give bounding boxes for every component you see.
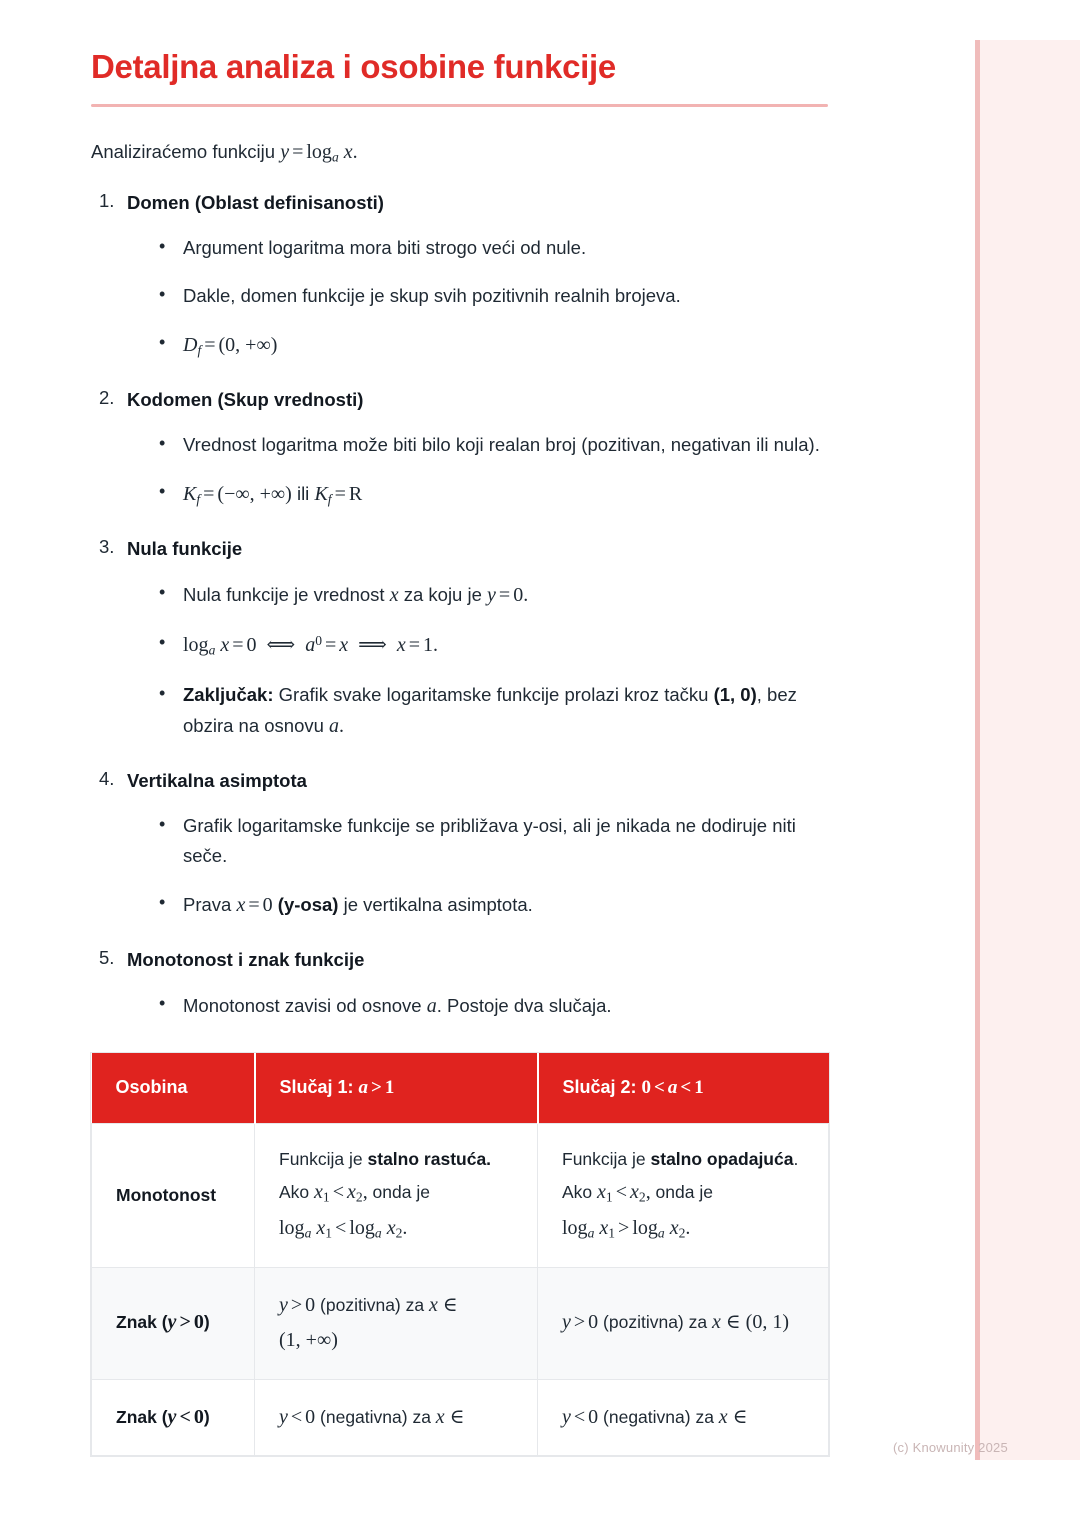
cell-monotonost-case2: Funkcija je stalno opadajuća. Ako $x_1 < x_2$, onda je $\log_a x_1 > \log_a x_2$. [538,1124,829,1267]
row-header-formula: y < 0 [167,1405,204,1428]
section-title: Domen (Oblast definisanosti) [127,191,384,213]
table-body [92,1124,829,1456]
list-item [157,629,831,661]
row-header-formula: y > 0 [167,1311,204,1334]
list-item: • Prava x = 0 (y-osa) je vertikalna asimptota. [157,889,831,921]
bullet-formula-codomain: $K_f$ = (−∞, +∞) [183,482,292,507]
section-title: Kodomen (Skup vrednosti) [127,389,364,411]
cell-formula: y > 0 [279,1293,316,1316]
cell-znak-negativna-case1: y < 0 (negativna) za x ∈ [255,1379,538,1456]
list-item [157,281,831,311]
cell-formula: x ∈ (0, 1) [711,1311,789,1334]
cell-formula: y < 0 [562,1405,599,1428]
bullet-formula-zero: $\log_a x = 0$ ⟺ $a^0 = x$ ⟹ x = 1. [183,633,439,658]
cell-monotonost-case1: Funkcija je stalno rastuća. Ako $x_1 < x_2$, onda je $\log_a x_1 < \log_a x_2$. [255,1124,538,1267]
row-header-label: Znak (y > 0) [116,1311,210,1334]
column-header-label: Slučaj 1: [279,1076,354,1097]
title-divider [91,104,828,107]
document-content [91,48,831,1456]
section-title: Vertikalna asimptota [127,770,307,792]
column-header-formula: 0 < a < 1 [641,1076,704,1098]
section-kodomen [91,387,831,510]
column-header-label: Osobina [115,1077,188,1098]
bullet-conjunction: ili [296,482,310,504]
cell-znak-negativna-case2: y < 0 (negativna) za x ∈ [538,1379,829,1456]
point-emphasis: (1, 0) [713,683,757,705]
list-item [157,811,831,871]
bullet-text: Grafik logaritamske funkcije se približava y-osi, ali je nikada ne dodiruje niti seče. [183,815,796,867]
column-header-formula: a > 1 [358,1076,395,1098]
bullet-text: Argument logaritma mora biti strogo veći od nule. [183,236,587,258]
watermark: (c) Knowunity 2025 [893,1440,1008,1455]
bullet-text: Vrednost logaritma može biti bilo koji realan broj (pozitivan, negativan ili nula). [183,433,820,455]
cell-emphasis: stalno rastuća. [367,1149,492,1170]
section-nula-funkcije [91,536,831,742]
cell-formula: x ∈ [435,1405,465,1428]
intro-paragraph [91,137,831,168]
list-item [157,233,831,263]
cell-znak-pozitivna-case2: y > 0 (pozitivna) za x ∈ (0, 1) [538,1267,829,1379]
section-bullets [127,811,831,921]
table-row [92,1379,829,1456]
column-header-label: Slučaj 2: [562,1076,637,1097]
row-header-label: Znak (y < 0) [116,1405,210,1428]
section-bullets [127,579,831,742]
table-row [92,1124,829,1267]
inline-var-x: x [389,584,399,607]
cell-emphasis: stalno opadajuća [650,1149,794,1170]
page-title: Detaljna analiza i osobine funkcije [91,48,616,85]
row-header-znak-pozitivna [92,1267,255,1379]
bullet-text: Dakle, domen funkcije je skup svih pozitivnih realnih brojeva. [183,284,681,306]
table-header-row [92,1053,829,1124]
cell-formula: x ∈ (1, +∞) [279,1293,458,1352]
section-domen [91,190,831,361]
decorative-side-panel [975,40,1080,1460]
list-item [157,430,831,460]
row-header-monotonost: Monotonost [92,1124,255,1267]
column-header-osobina [92,1053,255,1124]
section-bullets [127,430,831,510]
list-item: • Monotonost zavisi od osnove a. Postoje dva slučaja. [157,990,831,1022]
cell-formula: y > 0 [562,1311,599,1334]
properties-table [91,1053,829,1457]
cell-formula: $\log_a x_1 < \log_a x_2$. [279,1216,408,1241]
list-item: • Zaključak: Grafik svake logaritamske funkcije prolazi kroz tačku (1, 0), bez obzira na osnovu a. [157,680,831,742]
cell-formula: $\log_a x_1 > \log_a x_2$. [562,1216,691,1241]
row-header-znak-negativna [92,1379,255,1456]
list-item: • Nula funkcije je vrednost x za koju je y = 0. [157,579,831,611]
cell-formula: y < 0 [279,1405,316,1428]
inline-var-a: a [426,995,437,1018]
cell-formula: $x_1 < x_2$, [597,1181,651,1205]
inline-var-a: a. [329,714,345,737]
yaxis-emphasis: (y-osa) [277,894,339,915]
section-monotonost-znak [91,947,831,1022]
section-bullets [127,990,831,1022]
list-item [157,329,831,361]
cell-znak-pozitivna-case1: y > 0 (pozitivna) za x ∈ (1, +∞) [255,1267,538,1379]
table-head [92,1053,829,1124]
cell-formula: $x_1 < x_2$, [314,1181,368,1205]
column-header-case2 [538,1053,829,1124]
bullet-formula-domain: $D_f = (0$, +∞) [183,333,278,358]
inline-eq-x0: x = 0 [236,894,273,916]
list-item [157,478,831,510]
sections-list [91,190,831,1023]
intro-text: Analiziraćemo funkciju [91,140,281,162]
intro-formula: $y = \log_a x$. [280,140,358,165]
column-header-case1 [255,1053,538,1124]
bullet-lead-label: Zaključak: [183,683,274,705]
bullet-formula-codomain-r: $K_f = R$ [314,482,363,507]
section-vertikalna-asimptota [91,768,831,921]
section-bullets [127,233,831,361]
cell-formula: x ∈ [718,1405,748,1428]
section-title: Monotonost i znak funkcije [127,949,365,971]
section-title: Nula funkcije [127,538,243,560]
table-row [92,1267,829,1379]
inline-eq-y0: y = 0. [487,584,529,607]
